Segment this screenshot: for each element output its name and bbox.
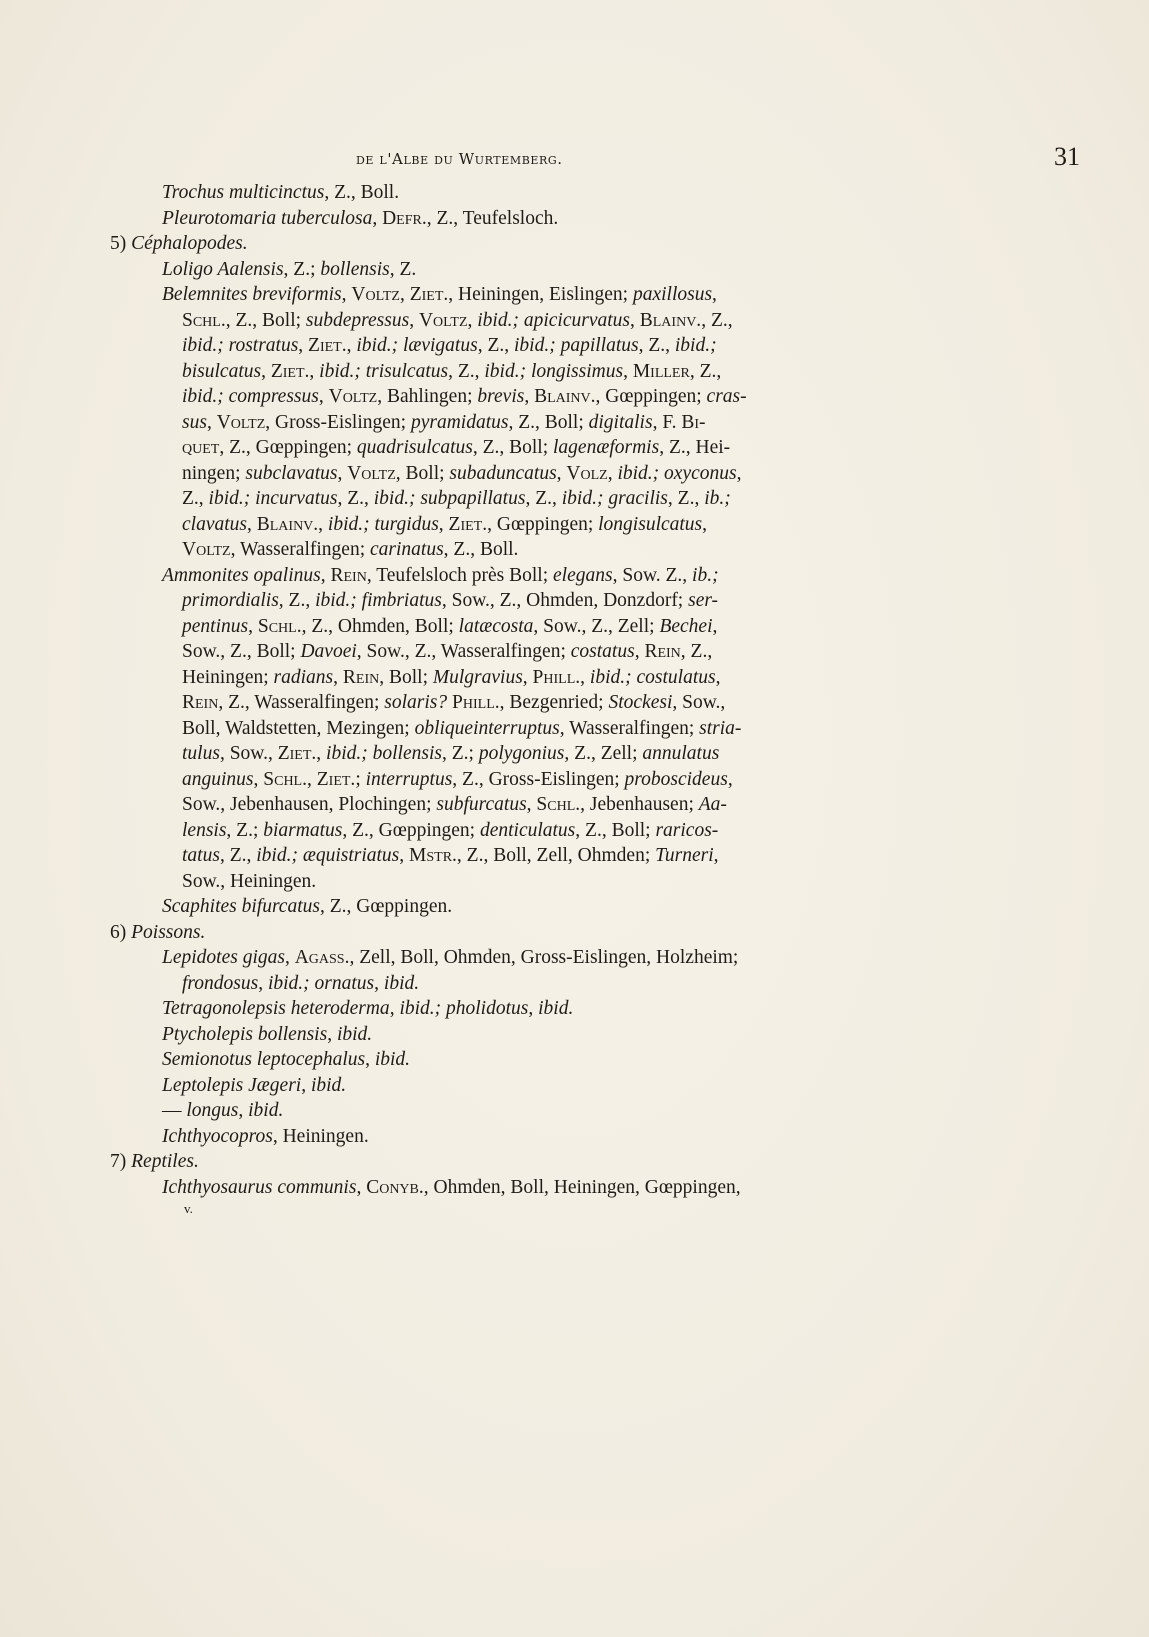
italic-text: ibid.; bollensis: [326, 743, 442, 764]
text-span: ,: [702, 513, 708, 535]
italic-text: Davoei: [300, 641, 357, 662]
italic-text: ibid.; subpapillatus: [373, 488, 526, 509]
text-span: , Sow.,: [672, 692, 726, 713]
text-line: [98, 308, 898, 334]
text-span: , Boll;: [395, 462, 450, 484]
text-span: ,: [298, 335, 309, 356]
text-span: , Bezgenried;: [499, 692, 609, 713]
text-span: , Heiningen.: [272, 1125, 369, 1147]
text-line: [98, 1124, 898, 1150]
text-span: ,: [365, 1049, 375, 1070]
italic-text: ser-: [688, 590, 719, 611]
text-span: , Z.,: [337, 488, 374, 509]
running-title: de l'Albe du Wurtemberg.: [356, 150, 563, 168]
italic-text: ibid.; compressus: [182, 386, 319, 407]
italic-text: pentinus: [182, 615, 249, 637]
italic-text: radians: [273, 666, 334, 688]
italic-text: ibid.; lævigatus: [356, 335, 478, 356]
italic-text: ibid.; incurvatus: [208, 488, 338, 509]
text-span: , Z., Boll;: [225, 309, 306, 331]
text-span: , Z.,: [701, 309, 733, 331]
text-span: ,: [467, 309, 478, 331]
text-span: , Z., Teufelsloch.: [426, 207, 559, 229]
author-abbrev: Ziet.: [316, 768, 356, 790]
text-line: [98, 359, 898, 385]
italic-text: Pleurotomaria tuberculosa: [162, 207, 373, 229]
author-abbrev: Agass.: [294, 947, 350, 968]
text-span: , Z.;: [283, 258, 321, 280]
italic-text: primordialis: [182, 590, 279, 611]
italic-text: latæcosta: [458, 615, 534, 637]
author-abbrev: Bi-: [681, 411, 706, 433]
author-abbrev: Ziet.: [277, 743, 317, 764]
author-abbrev: Blainv.: [534, 386, 596, 407]
text-span: Sow., Z., Boll;: [182, 641, 301, 662]
text-span: ,: [727, 768, 733, 790]
text-line: [98, 818, 898, 844]
text-span: ,: [526, 794, 537, 815]
italic-text: Leptolepis Jægeri: [162, 1074, 302, 1096]
text-span: ,: [327, 1023, 337, 1045]
text-span: ,: [524, 386, 535, 407]
author-abbrev: Mstr.: [409, 845, 457, 866]
author-abbrev: Rein: [330, 564, 367, 586]
italic-text: ibid.; turgidus: [327, 513, 439, 535]
text-span: ,: [341, 284, 352, 305]
text-span: ,: [556, 462, 567, 484]
text-span: ;: [355, 768, 366, 790]
italic-text: stria-: [699, 717, 742, 739]
text-span: ,: [248, 615, 258, 637]
text-span: , Gross-Eislingen;: [265, 411, 411, 433]
text-span: ,: [238, 1100, 249, 1121]
text-span: , Z., Boll, Zell, Ohmden;: [456, 845, 656, 866]
text-span: , Z., Zell;: [564, 743, 643, 764]
text-line: [98, 639, 898, 665]
text-span: , Z., Boll;: [508, 411, 589, 433]
author-abbrev: Rein: [644, 641, 681, 662]
text-line: [98, 1047, 898, 1073]
text-line: [98, 435, 898, 461]
text-span: , Z.;: [226, 819, 264, 841]
italic-text: Ptycholepis bollensis: [162, 1023, 328, 1045]
section-heading: [98, 920, 898, 946]
text-span: ,: [634, 641, 645, 662]
italic-text: ibid.: [538, 998, 574, 1019]
author-abbrev: Blainv.: [256, 513, 319, 535]
italic-text: pyramidatus: [410, 411, 509, 433]
text-span: , Z., Boll.: [443, 539, 519, 560]
text-line: [98, 665, 898, 691]
text-span: , Wasseralfingen;: [230, 539, 370, 560]
author-abbrev: Miller: [632, 360, 690, 382]
italic-text: ibid.: [383, 972, 420, 994]
italic-text: bisulcatus: [182, 360, 262, 382]
text-span: , Sow.,: [219, 743, 278, 764]
italic-text: digitalis: [588, 411, 653, 433]
italic-text: Trochus multicinctus: [162, 182, 325, 203]
text-line: [98, 1022, 898, 1048]
italic-text: Mulgravius: [432, 666, 523, 688]
author-abbrev: Rein: [342, 666, 380, 688]
italic-text: Tetragonolepsis heteroderma: [162, 998, 390, 1019]
text-span: , Gœppingen;: [487, 513, 599, 535]
text-span: , Boll;: [379, 666, 433, 688]
italic-text: subaduncatus: [449, 462, 557, 484]
text-span: , Wasseralfingen;: [559, 717, 700, 739]
text-line: [98, 690, 898, 716]
text-line: [98, 257, 898, 283]
text-span: ,: [318, 386, 329, 407]
italic-text: ibid.: [374, 1049, 411, 1070]
italic-text: Loligo Aalensis: [162, 258, 284, 280]
author-abbrev: Blainv.: [639, 309, 702, 331]
page-number: 31: [1054, 142, 1080, 171]
text-line: [98, 206, 898, 232]
species-list: [98, 180, 898, 1222]
text-line: [98, 767, 898, 793]
text-span: ,: [715, 666, 721, 688]
text-span: ningen;: [182, 462, 246, 484]
text-line: [98, 614, 898, 640]
italic-text: ibid.; longissimus: [484, 360, 624, 382]
author-abbrev: Ziet.: [409, 284, 449, 305]
author-abbrev: Voltz: [347, 462, 396, 484]
text-line: [98, 1098, 898, 1124]
italic-text: ibid.; fimbriatus: [315, 590, 442, 611]
italic-text: frondosus: [182, 972, 259, 994]
text-span: , Z.,: [278, 590, 316, 611]
text-line: [98, 869, 898, 895]
italic-text: ibid.: [336, 1023, 373, 1045]
text-span: , Teufelsloch près Boll;: [366, 564, 554, 586]
text-span: ,: [258, 972, 268, 994]
italic-text: ibid.; gracilis: [561, 488, 668, 509]
text-line: [98, 333, 898, 359]
italic-text: longisulcatus: [598, 513, 703, 535]
italic-text: proboscideus: [624, 768, 728, 790]
italic-text: ibid.: [310, 1074, 347, 1096]
italic-text: solaris?: [384, 692, 448, 713]
text-span: , Heiningen, Eislingen;: [448, 284, 633, 305]
italic-text: Belemnites breviformis: [162, 284, 342, 305]
italic-text: ibid.; oxyconus: [617, 462, 737, 484]
text-span: ,: [346, 335, 357, 356]
text-span: Heiningen;: [182, 666, 274, 688]
italic-text: anguinus: [182, 768, 254, 790]
text-span: , Z., Gross-Eislingen;: [452, 768, 625, 790]
italic-text: ibid.; costulatus: [589, 666, 716, 688]
text-line: [98, 1073, 898, 1099]
text-span: , Z., Wasseralfingen;: [218, 692, 385, 713]
italic-text: biarmatus: [263, 819, 343, 841]
italic-text: Reptiles.: [131, 1151, 199, 1172]
text-span: , Bahlingen;: [377, 386, 478, 407]
text-line: [98, 563, 898, 589]
text-span: ,: [206, 411, 217, 433]
text-span: ,: [623, 360, 633, 382]
text-span: Z.,: [182, 488, 209, 509]
signature-mark: v.: [184, 1201, 193, 1216]
text-line: [98, 282, 898, 308]
italic-text: lagenæformis: [553, 437, 660, 458]
text-span: —: [162, 1100, 187, 1121]
author-abbrev: Ziet.: [270, 360, 310, 382]
text-span: 6): [110, 921, 132, 943]
text-span: ,: [309, 360, 320, 382]
text-span: , Z.,: [680, 641, 713, 662]
text-line: [98, 180, 898, 206]
italic-text: ibid.; æquistriatus: [256, 845, 400, 866]
text-span: ,: [318, 513, 328, 535]
author-abbrev: Ziet.: [448, 513, 488, 535]
text-span: ,: [301, 1074, 311, 1096]
text-span: ,: [528, 998, 539, 1019]
italic-text: cras-: [706, 386, 747, 407]
text-span: ,: [409, 309, 419, 331]
text-span: , Z., Boll.: [324, 182, 400, 203]
italic-text: Aa-: [698, 794, 727, 815]
text-span: ,: [713, 845, 719, 866]
author-abbrev: Voltz: [216, 411, 266, 433]
text-span: ,: [261, 360, 271, 382]
italic-text: Semionotus leptocephalus: [162, 1049, 366, 1070]
text-span: 7): [110, 1151, 132, 1172]
italic-text: Stockesi: [608, 692, 673, 713]
italic-text: ibid.; rostratus: [182, 335, 299, 356]
text-span: ,: [356, 1176, 367, 1198]
italic-text: subdepressus: [305, 309, 410, 331]
section-heading: [98, 1149, 898, 1175]
text-line: [98, 894, 898, 920]
text-span: ,: [580, 666, 590, 688]
text-span: ,: [284, 947, 295, 968]
italic-text: Poissons.: [131, 921, 206, 943]
text-span: ,: [372, 207, 383, 229]
italic-text: Lepidotes gigas: [162, 947, 285, 968]
text-line: [98, 716, 898, 742]
italic-text: quadrisulcatus: [356, 437, 473, 458]
text-line: [98, 971, 898, 997]
text-line: [98, 792, 898, 818]
author-abbrev: Schl.: [182, 309, 226, 331]
text-line: [98, 741, 898, 767]
italic-text: annulatus: [642, 743, 720, 764]
text-span: , Z.,: [219, 845, 257, 866]
text-span: , Z.,: [477, 335, 514, 356]
text-span: , Zell, Boll, Ohmden, Gross-Eislingen, Holzheim;: [349, 947, 739, 968]
italic-text: clavatus: [182, 513, 247, 535]
author-abbrev: Voltz: [182, 539, 231, 560]
text-span: ,: [253, 768, 264, 790]
text-span: , Gœppingen;: [595, 386, 707, 407]
text-span: Boll, Waldstetten, Mezingen;: [182, 717, 415, 739]
text-line: [98, 486, 898, 512]
text-span: , Z., Ohmden, Boll;: [301, 615, 459, 637]
text-span: ,: [399, 284, 410, 305]
italic-text: Turneri: [655, 845, 714, 866]
text-span: ,: [399, 845, 410, 866]
text-line: [98, 512, 898, 538]
text-span: ,: [320, 564, 331, 586]
text-line: [98, 461, 898, 487]
text-span: ,: [607, 462, 618, 484]
italic-text: Scaphites bifurcatus: [162, 896, 320, 917]
text-span: ,: [389, 998, 400, 1019]
author-abbrev: Conyb.: [366, 1176, 424, 1198]
italic-text: ibid.; papillatus: [514, 335, 639, 356]
italic-text: carinatus: [369, 539, 444, 560]
text-span: ,: [630, 309, 640, 331]
italic-text: Céphalopodes.: [131, 233, 248, 254]
section-heading: [98, 231, 898, 257]
italic-text: Ammonites opalinus: [162, 564, 321, 586]
italic-text: sus: [182, 411, 207, 433]
author-abbrev: Defr.: [382, 207, 427, 229]
italic-text: elegans: [553, 564, 613, 586]
italic-text: longus: [186, 1100, 239, 1121]
italic-text: interruptus: [365, 768, 453, 790]
text-line: [98, 410, 898, 436]
author-abbrev: Schl.: [536, 794, 581, 815]
author-abbrev: Volz: [566, 462, 608, 484]
author-abbrev: Voltz: [418, 309, 468, 331]
text-span: ,: [316, 743, 327, 764]
text-span: , Z., Boll;: [575, 819, 656, 841]
italic-text: ibid.: [248, 1100, 284, 1121]
text-span: , Z.;: [441, 743, 479, 764]
italic-text: Ichthyosaurus communis: [162, 1176, 357, 1198]
text-line: [98, 588, 898, 614]
italic-text: bollensis: [320, 258, 390, 280]
text-span: , Sow., Z., Wasseralfingen;: [356, 641, 571, 662]
italic-text: ib.;: [704, 488, 731, 509]
text-line: [98, 843, 898, 869]
italic-text: ib.;: [692, 564, 719, 586]
italic-text: subfurcatus: [436, 794, 527, 815]
text-span: , Z., Boll;: [472, 437, 554, 458]
italic-text: denticulatus: [479, 819, 576, 841]
author-abbrev: Voltz: [351, 284, 400, 305]
text-span: , Z.,: [667, 488, 705, 509]
author-abbrev: Schl.: [263, 768, 307, 790]
text-line: [98, 537, 898, 563]
italic-text: paxillosus: [632, 284, 713, 305]
italic-text: costatus: [570, 641, 635, 662]
text-span: ,: [712, 284, 717, 305]
italic-text: ibid.;: [674, 335, 717, 356]
text-span: ,: [307, 768, 317, 790]
text-span: , Z.,: [525, 488, 562, 509]
text-line: [98, 945, 898, 971]
author-abbrev: Schl.: [257, 615, 302, 637]
text-span: ,: [712, 615, 718, 637]
italic-text: ibid.; apicicurvatus: [477, 309, 630, 331]
text-span: , Z.,: [689, 360, 722, 382]
text-span: , Z., Gœppingen;: [219, 437, 357, 458]
italic-text: Bechei: [659, 615, 713, 637]
text-span: , Z.: [389, 258, 417, 280]
author-abbrev: Ziet.: [308, 335, 347, 356]
author-abbrev: Rein: [182, 692, 219, 713]
italic-text: obliqueinterruptus: [414, 717, 560, 739]
text-span: , Z., Gœppingen.: [319, 896, 453, 917]
text-span: ,: [246, 513, 257, 535]
text-span: 5): [110, 233, 132, 254]
text-span: , Z.,: [638, 335, 675, 356]
text-span: , Jebenhausen;: [580, 794, 699, 815]
italic-text: ibid.; trisulcatus: [319, 360, 449, 382]
italic-text: ibid.; pholidotus: [399, 998, 529, 1019]
text-span: ,: [522, 666, 533, 688]
text-span: , Ohmden, Boll, Heiningen, Gœppingen,: [423, 1176, 741, 1198]
text-span: , Z., Gœppingen;: [342, 819, 480, 841]
text-span: ,: [438, 513, 449, 535]
author-abbrev: Phill.: [532, 666, 581, 688]
text-span: , Z., Hei-: [659, 437, 731, 458]
text-span: ,: [337, 462, 348, 484]
author-abbrev: Voltz: [328, 386, 378, 407]
text-span: , Sow., Z., Zell;: [533, 615, 660, 637]
italic-text: raricos-: [655, 819, 719, 841]
italic-text: lensis: [182, 819, 227, 841]
italic-text: Ichthyocopros: [162, 1125, 273, 1147]
text-span: , Sow., Z., Ohmden, Donzdorf;: [441, 590, 689, 611]
italic-text: polygonius: [478, 743, 565, 764]
text-span: Sow., Jebenhausen, Plochingen;: [182, 794, 437, 815]
text-span: , Sow. Z.,: [612, 564, 693, 586]
text-span: ,: [736, 462, 742, 484]
text-span: , Z.,: [448, 360, 485, 382]
text-span: ,: [333, 666, 343, 688]
italic-text: ibid.; ornatus: [267, 972, 375, 994]
text-span: ,: [374, 972, 384, 994]
text-span: Sow., Heiningen.: [182, 870, 317, 892]
italic-text: tatus: [182, 845, 220, 866]
italic-text: tulus: [182, 743, 220, 764]
italic-text: subclavatus: [245, 462, 338, 484]
author-abbrev: quet: [182, 437, 220, 458]
author-abbrev: Phill.: [452, 692, 500, 713]
text-line: [98, 384, 898, 410]
italic-text: brevis: [477, 386, 525, 407]
text-line: [98, 996, 898, 1022]
text-span: , F.: [652, 411, 682, 433]
